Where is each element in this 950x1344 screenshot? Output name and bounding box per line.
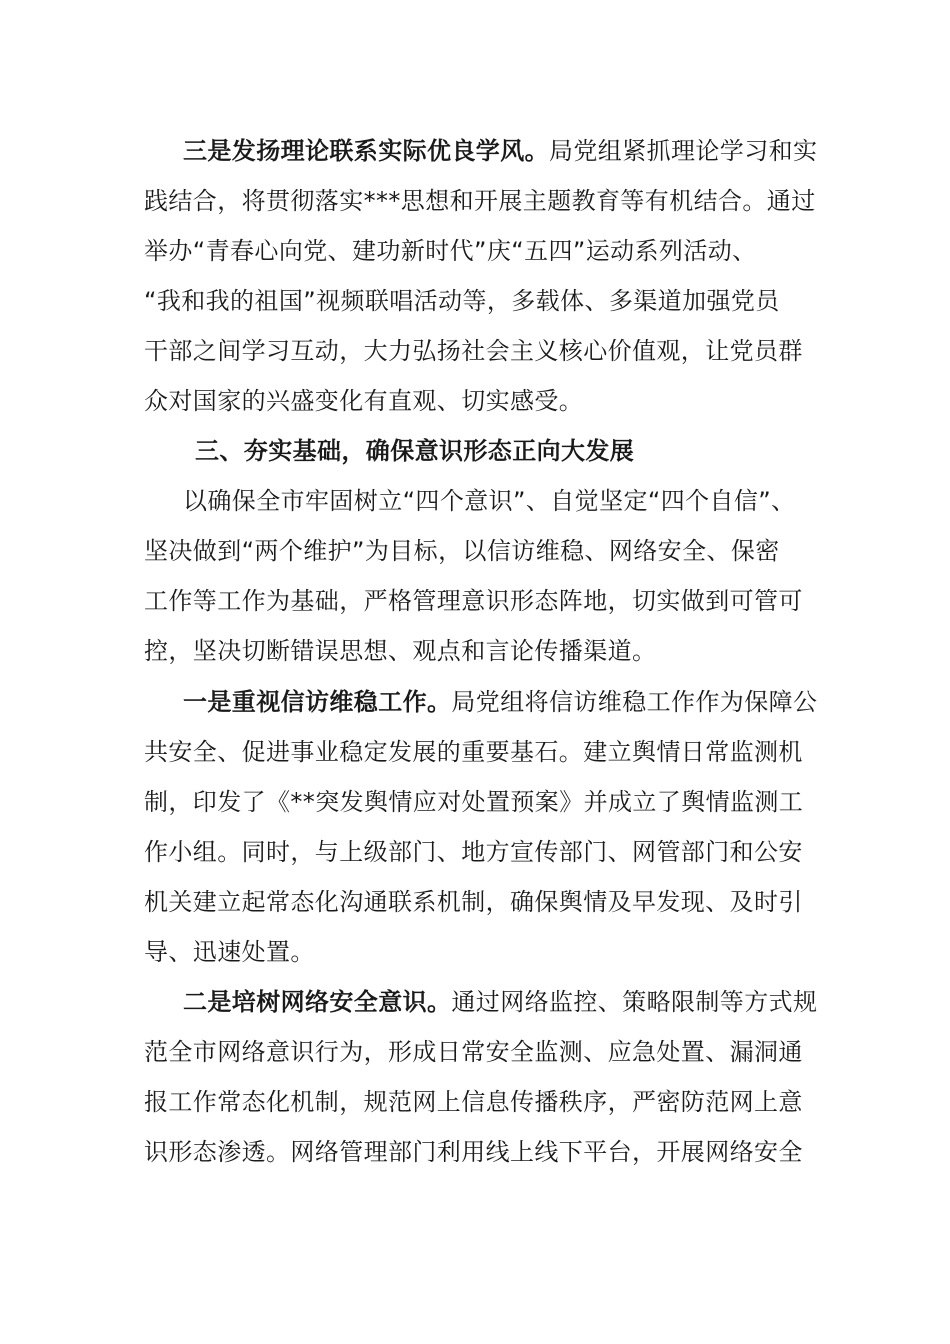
paragraph-4-lead: 二是培树网络安全意识。 bbox=[183, 988, 452, 1016]
paragraph-2-line-4: 控，坚决切断错误思想、观点和言论传播渠道。 bbox=[144, 637, 657, 665]
paragraph-3-text: 局党组将信访维稳工作作为保障公 bbox=[451, 688, 818, 716]
paragraph-2-line-2: 坚决做到“两个维护”为目标，以信访维稳、网络安全、保密 bbox=[144, 537, 780, 565]
paragraph-4-line-1 bbox=[183, 987, 817, 1017]
paragraph-2-line-3: 工作等工作为基础，严格管理意识形态阵地，切实做到可管可 bbox=[144, 587, 803, 615]
paragraph-1-line-1 bbox=[183, 136, 817, 166]
paragraph-3-line-1 bbox=[183, 687, 817, 717]
paragraph-1-line-6: 众对国家的兴盛变化有直观、切实感受。 bbox=[144, 387, 584, 415]
paragraph-3-line-5: 机关建立起常态化沟通联系机制，确保舆情及早发现、及时引 bbox=[144, 888, 803, 916]
paragraph-1-line-3: 举办“青春心向党、建功新时代”庆“五四”运动系列活动、 bbox=[144, 237, 757, 265]
paragraph-3-line-4: 作小组。同时，与上级部门、地方宣传部门、网管部门和公安 bbox=[144, 838, 803, 866]
paragraph-3-lead: 一是重视信访维稳工作。 bbox=[183, 688, 452, 716]
paragraph-3-line-6: 导、迅速处置。 bbox=[144, 938, 315, 966]
paragraph-3-line-2: 共安全、促进事业稳定发展的重要基石。建立舆情日常监测机 bbox=[144, 738, 803, 766]
paragraph-1-line-5: 干部之间学习互动，大力弘扬社会主义核心价值观，让党员群 bbox=[144, 337, 803, 365]
paragraph-4-line-4: 识形态渗透。网络管理部门利用线上线下平台，开展网络安全 bbox=[144, 1138, 803, 1166]
paragraph-1-line-2: 践结合，将贯彻落实***思想和开展主题教育等有机结合。通过 bbox=[144, 187, 816, 215]
paragraph-1-text: 局党组紧抓理论学习和实 bbox=[549, 137, 818, 165]
section-heading: 三、夯实基础，确保意识形态正向大发展 bbox=[195, 437, 635, 465]
paragraph-1-line-4: “我和我的祖国”视频联唱活动等，多载体、多渠道加强党员 bbox=[144, 287, 780, 315]
paragraph-4-text: 通过网络监控、策略限制等方式规 bbox=[451, 988, 818, 1016]
paragraph-4-line-2: 范全市网络意识行为，形成日常安全监测、应急处置、漏洞通 bbox=[144, 1038, 803, 1066]
paragraph-2-line-1: 以确保全市牢固树立“四个意识”、自觉坚定“四个自信”、 bbox=[183, 487, 796, 515]
paragraph-3-line-3: 制，印发了《**突发舆情应对处置预案》并成立了舆情监测工 bbox=[144, 788, 804, 816]
paragraph-1-lead: 三是发扬理论联系实际优良学风。 bbox=[183, 137, 549, 165]
paragraph-4-line-3: 报工作常态化机制，规范网上信息传播秩序，严密防范网上意 bbox=[144, 1088, 803, 1116]
